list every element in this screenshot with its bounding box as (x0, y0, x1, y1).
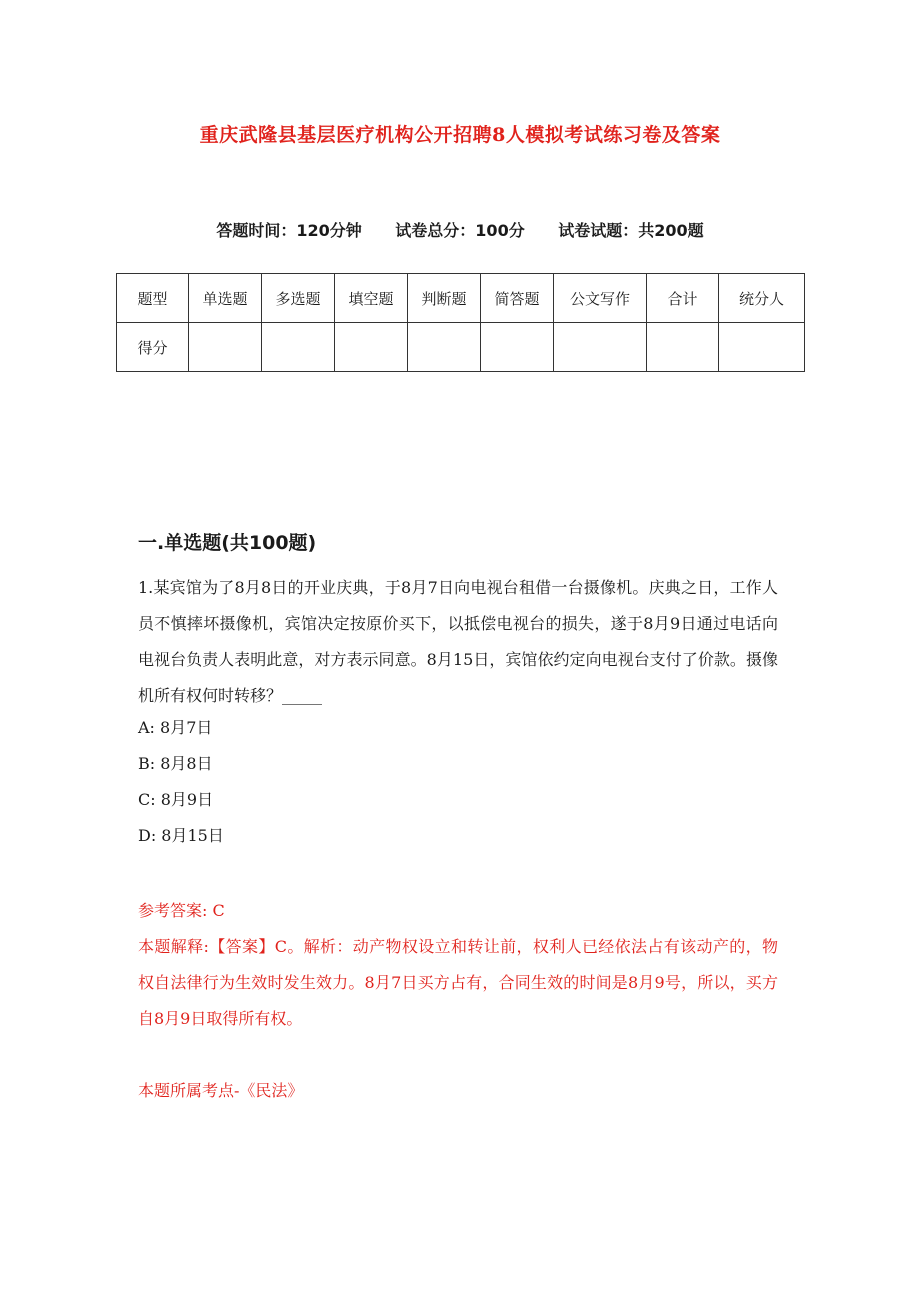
exam-time: 答题时间：120分钟 (216, 221, 362, 240)
option-d: D: 8月15日 (138, 826, 224, 845)
score-cell (719, 323, 805, 372)
header-cell: 判断题 (408, 274, 481, 323)
score-row-label: 得分 (117, 323, 189, 372)
score-table-score-row (117, 323, 805, 372)
option-c: C: 8月9日 (138, 790, 214, 809)
score-cell (335, 323, 408, 372)
question-text: 1.某宾馆为了8月8日的开业庆典，于8月7日向电视台租借一台摄像机。庆典之日，工作人员不慎摔坏摄像机，宾馆决定按原价买下，以抵偿电视台的损失，遂于8月9日通过电话向电视台负责人表明此意，对方表示同意。8月15日，宾馆依约定向电视台支付了价款。摄像机所有权何时转移？_____ (138, 578, 778, 705)
header-cell: 公文写作 (554, 274, 647, 323)
score-table-header-row (117, 274, 805, 323)
score-cell (647, 323, 719, 372)
exam-total-score: 试卷总分：100分 (395, 221, 525, 240)
option-a: A: 8月7日 (138, 718, 213, 737)
header-cell: 填空题 (335, 274, 408, 323)
exam-question-count: 试卷试题：共200题 (558, 221, 704, 240)
header-cell: 合计 (647, 274, 719, 323)
header-cell: 单选题 (189, 274, 262, 323)
section-title: 一.单选题(共100题) (138, 532, 317, 554)
score-cell (481, 323, 554, 372)
score-cell (408, 323, 481, 372)
score-cell (189, 323, 262, 372)
answer-explanation: 本题解释:【答案】C。解析：动产物权设立和转让前，权利人已经依法占有该动产的，物权自法律行为生效时发生效力。8月7日买方占有，合同生效的时间是8月9号，所以，买方自8月9日取得所有权。 (138, 937, 778, 1028)
score-cell (554, 323, 647, 372)
document-title: 重庆武隆县基层医疗机构公开招聘8人模拟考试练习卷及答案 (199, 124, 721, 146)
header-cell: 题型 (117, 274, 189, 323)
option-b: B: 8月8日 (138, 754, 213, 773)
score-table (116, 273, 805, 372)
question-topic: 本题所属考点-《民法》 (138, 1081, 304, 1100)
reference-answer: 参考答案: C (138, 901, 225, 920)
exam-meta (0, 218, 920, 241)
header-cell: 多选题 (262, 274, 335, 323)
score-cell (262, 323, 335, 372)
option-list (138, 710, 224, 854)
header-cell: 简答题 (481, 274, 554, 323)
header-cell: 统分人 (719, 274, 805, 323)
